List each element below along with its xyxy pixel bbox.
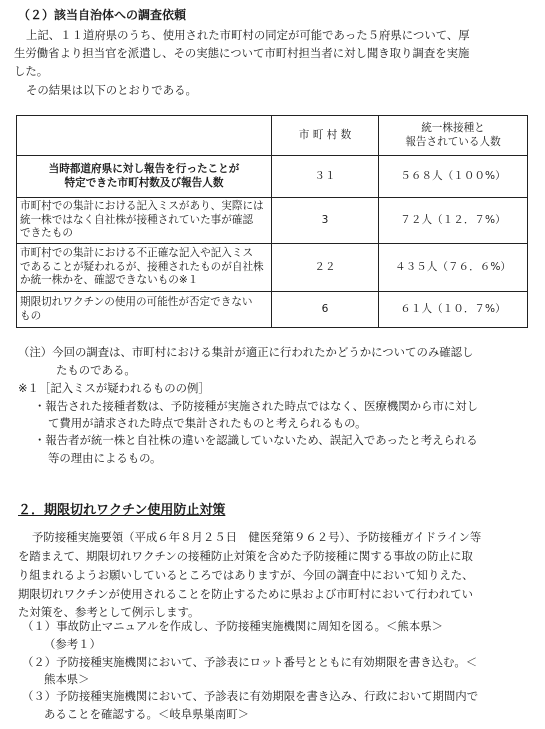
measure-3-line-2: あることを確認する。＜岐阜県巣南町＞ <box>44 707 250 721</box>
table-row-people: ４３５人（７６．６%） <box>379 244 528 292</box>
table-row-people: ７２人（１２．７%） <box>379 198 528 244</box>
table-row-count: 3 <box>272 198 379 244</box>
table-row-count: ３１ <box>272 156 379 198</box>
survey-results-table <box>16 115 528 328</box>
paragraph-line-5: た対策を、参考として例示します。 <box>18 605 200 619</box>
table-header-row <box>17 116 528 156</box>
table-row-count: 6 <box>272 292 379 328</box>
table-header-reported-people: 統一株接種と 報告されている人数 <box>379 116 528 156</box>
measure-3-line-1: （３）予防接種実施機関において、予診表に有効期限を書き込み、行政において期間内で <box>22 689 479 703</box>
table-row-people: ６１人（１０．７%） <box>379 292 528 328</box>
note-line-1: （注）今回の調査は、市町村における集計が適正に行われたかどうかについてのみ確認し <box>18 345 474 359</box>
table-row-label: 市町村での集計における記入ミスがあり、実際には 統一株ではなく自社株が接種されていた事が確認 できたもの <box>17 198 272 244</box>
intro-line-3: した。 <box>14 64 49 78</box>
kome1-bullet-2-line-2: 等の理由によるもの。 <box>48 451 162 465</box>
kome1-bullet-2-line-1: ・報告者が統一株と自社株の違いを認識していないため、誤記入であったと考えられる <box>34 433 478 447</box>
section-heading-survey-request: （２）該当自治体への調査依頼 <box>18 8 187 22</box>
table-row <box>17 198 528 244</box>
section-heading-expired-vaccine: ２．期限切れワクチン使用防止対策 <box>18 503 226 518</box>
intro-line-4: その結果は以下のとおりである。 <box>26 83 197 97</box>
measure-2-line-2: 熊本県＞ <box>44 672 90 686</box>
measure-1-line-1: （１）事故防止マニュアルを作成し、予防接種実施機関に周知を図る。＜熊本県＞ <box>22 619 443 633</box>
intro-line-2: 生労働省より担当官を派遣し、その実態について市町村担当者に対し聞き取り調査を実施 <box>14 46 470 60</box>
table-row-label: 当時都道府県に対し報告を行ったことが 特定できた市町村数及び報告人数 <box>17 156 272 198</box>
intro-line-1: 上記、１１道府県のうち、使用された市町村の同定が可能であった５府県について、厚 <box>26 28 470 42</box>
note-line-2: たものである。 <box>56 363 136 377</box>
paragraph-line-2: を踏まえて、期限切れワクチンの接種防止対策を含めた予防接種に関する事故の防止に取 <box>18 549 473 563</box>
table-row <box>17 156 528 198</box>
table-row-people: ５６８人（１００%） <box>379 156 528 198</box>
measure-1-line-2: （参考１） <box>44 637 101 651</box>
table-row-label: 期限切れワクチンの使用の可能性が否定できない もの <box>17 292 272 328</box>
kome1-heading: ※１［記入ミスが疑われるものの例］ <box>18 381 210 395</box>
kome1-bullet-1-line-2: て費用が請求された時点で集計されたものと考えられるもの。 <box>48 416 367 430</box>
table-header-municipality-count: 市 町 村 数 <box>272 116 379 156</box>
table-row-label: 市町村での集計における不正確な記入や記入ミス であることが疑われるが、接種されたものが自社株 か統一株かを、確認できないもの※１ <box>17 244 272 292</box>
table-row <box>17 292 528 328</box>
paragraph-line-4: 期限切れワクチンが使用されることを防止するために県および市町村において行われてい <box>18 587 474 601</box>
paragraph-line-1: 予防接種実施要領（平成６年８月２５日 健医発第９６２号）、予防接種ガイドライン等 <box>32 530 482 544</box>
measure-2-line-1: （２）予防接種実施機関において、予診表にロット番号とともに有効期限を書き込む。＜ <box>22 655 478 669</box>
kome1-bullet-1-line-1: ・報告された接種者数は、予防接種が実施された時点ではなく、医療機関から市に対し <box>34 399 479 413</box>
table-row <box>17 244 528 292</box>
table-row-count: ２２ <box>272 244 379 292</box>
paragraph-line-3: り組まれるようお願いしているところではありますが、今回の調査中において知りえた、 <box>18 568 474 582</box>
table-header-blank-cell <box>17 116 272 156</box>
